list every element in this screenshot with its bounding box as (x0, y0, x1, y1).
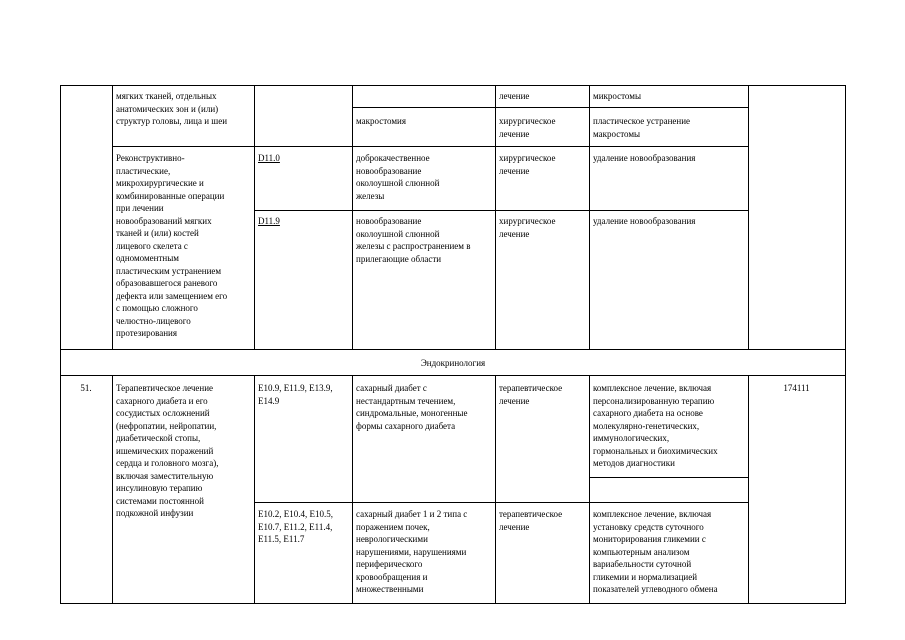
row-divider (112, 146, 748, 147)
cell-intervention-name: мягких тканей, отдельных анатомических зон и (или) структур головы, лица и шеи (116, 91, 228, 126)
cell-icd-code: D11.0 (258, 153, 280, 163)
section-heading: Эндокринология (420, 358, 486, 368)
cell-intervention-name: Терапевтическое лечение сахарного диабета и его сосудистых осложнений (нефропатии, нейропатии, диабетической стопы, ишемических поражений сердца и головного мозга), включая заместительную инсулиновую терапию системами постоянной подкожной инфузии (116, 383, 219, 518)
cell-method: микростомы (593, 91, 641, 101)
cell-icd-code: E10.9, E11.9, E13.9, E14.9 (258, 383, 333, 406)
cell-method: комплексное лечение, включая установку средств суточного мониторирования гликемии с компьютерным анализом вариабельности суточной гликемии и нормализацией показателей углеводного обмена (593, 509, 718, 594)
cell-treatment: хирургическое лечение (499, 216, 556, 239)
cell-treatment: лечение (499, 91, 530, 101)
row-divider (254, 210, 748, 211)
cell-method: комплексное лечение, включая персонализированную терапию сахарного диабета на основе молекулярно-генетических, иммунологических, гормональных и биохимических методов диагностики (593, 383, 718, 468)
row-divider (352, 107, 748, 108)
cell-method: удаление новообразования (593, 216, 696, 226)
cell-treatment: терапевтическое лечение (499, 383, 563, 406)
cell-method: пластическое устранение макростомы (593, 116, 691, 139)
cell-cost: 174111 (783, 383, 810, 393)
col-divider (495, 375, 496, 604)
cell-treatment: хирургическое лечение (499, 153, 556, 176)
col-divider (589, 375, 590, 604)
table-border-top (60, 85, 846, 86)
table-border-bottom (60, 603, 846, 604)
cell-patient-model: новообразование околоушной слюнной железы с распространением в прилегающие области (356, 216, 471, 264)
col-divider (748, 375, 749, 604)
row-divider (60, 375, 846, 376)
col-divider (495, 85, 496, 350)
cell-icd-code: D11.9 (258, 216, 280, 226)
cell-treatment: хирургическое лечение (499, 116, 556, 139)
cell-intervention-name: Реконструктивно- пластические, микрохирургические и комбинированные операции при лечении новообразований мягких тканей и (или) костей лицевого скелета с одномоментным пластическим устранением образовавшегося раневого дефекта или замещением его с помощью сложного челюстно-лицевого протезирования (116, 153, 228, 338)
cell-patient-model: сахарный диабет с нестандартным течением, синдромальные, моногенные формы сахарного диабета (356, 383, 468, 431)
cell-treatment: терапевтическое лечение (499, 509, 563, 532)
table-border-left (60, 85, 61, 604)
col-divider (112, 375, 113, 604)
table-border-right (845, 85, 846, 604)
col-divider (352, 85, 353, 350)
col-divider (254, 85, 255, 350)
row-divider (254, 502, 748, 503)
cell-patient-model: доброкачественное новообразование околоушной слюнной железы (356, 153, 440, 201)
col-divider (748, 85, 749, 350)
cell-patient-model: сахарный диабет 1 и 2 типа с поражением почек, неврологическими нарушениями, нарушениями периферического кровообращения и множественными (356, 509, 468, 594)
row-divider (589, 477, 748, 478)
cell-patient-model: макростомия (356, 116, 407, 126)
cell-icd-code: E10.2, E10.4, E10.5, E10.7, E11.2, E11.4, E11.5, E11.7 (258, 509, 333, 544)
cell-method: удаление новообразования (593, 153, 696, 163)
col-divider (112, 85, 113, 350)
col-divider (254, 375, 255, 604)
cell-row-number: 51. (80, 383, 92, 393)
col-divider (352, 375, 353, 604)
row-divider (60, 349, 846, 350)
col-divider (589, 85, 590, 350)
